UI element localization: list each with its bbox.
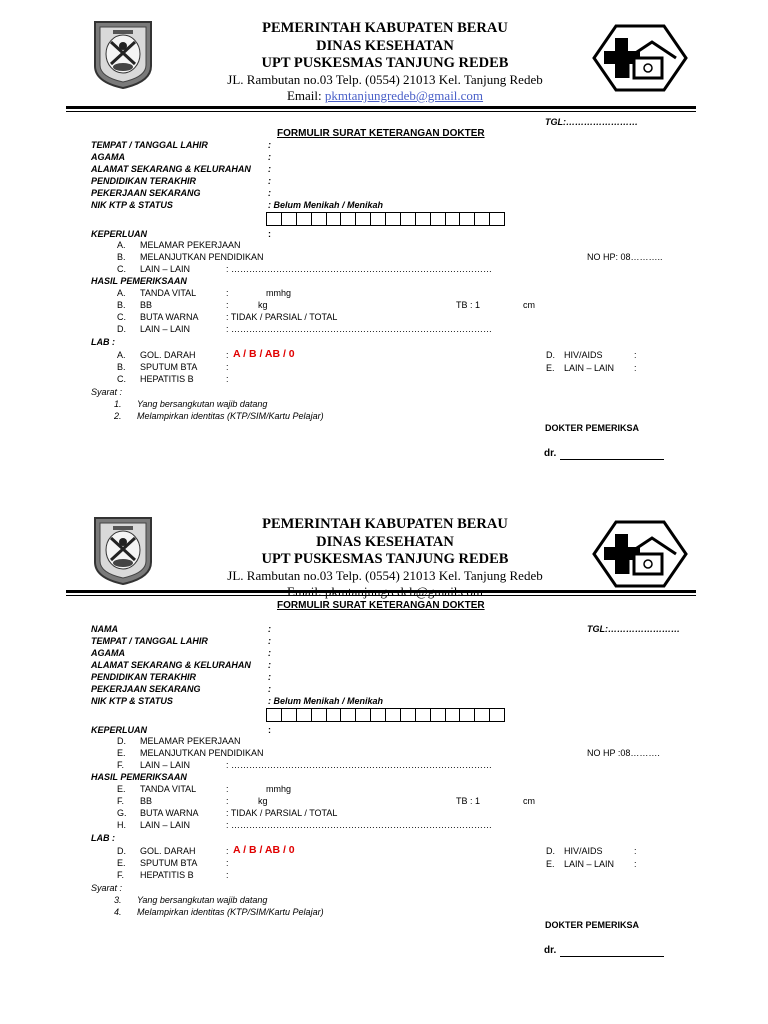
lab-letter-f: F. bbox=[117, 870, 125, 880]
hasil-tb-unit: cm bbox=[523, 300, 535, 310]
hasil-letter-c: C. bbox=[117, 312, 126, 322]
header-line-government: PEMERINTAH KABUPATEN BERAU bbox=[262, 20, 508, 36]
lab-other-colon[interactable]: : bbox=[634, 363, 637, 373]
keperluan-option-job[interactable]: MELAMAR PEKERJAAN bbox=[140, 240, 241, 250]
hasil-label: HASIL PEMERIKSAAN bbox=[91, 276, 187, 286]
doctor-signature-line[interactable] bbox=[560, 956, 664, 957]
keperluan-option-education[interactable]: MELANJUTKAN PENDIDIKAN bbox=[140, 252, 264, 262]
email-label: Email: bbox=[286, 88, 325, 103]
puskesmas-logo-icon bbox=[592, 520, 688, 588]
hasil-vital-label: TANDA VITAL bbox=[140, 784, 197, 794]
regency-emblem-icon bbox=[91, 18, 155, 90]
hasil-bb-colon: : bbox=[226, 300, 229, 310]
hasil-colorblind-options[interactable]: : TIDAK / PARSIAL / TOTAL bbox=[226, 808, 338, 818]
lab-letter-a: A. bbox=[117, 350, 126, 360]
hasil-colorblind-options[interactable]: : TIDAK / PARSIAL / TOTAL bbox=[226, 312, 338, 322]
phone-number-field[interactable]: NO HP: 08……….. bbox=[587, 252, 663, 262]
field-label-education: PENDIDIKAN TERAKHIR bbox=[91, 176, 197, 186]
lab-other-label: LAIN – LAIN bbox=[564, 363, 615, 373]
hasil-other-value[interactable]: : …………………………………………………………………………… bbox=[226, 324, 493, 334]
lab-label: LAB : bbox=[91, 337, 115, 347]
keperluan-option-job[interactable]: MELAMAR PEKERJAAN bbox=[140, 736, 241, 746]
hasil-bb-label: BB bbox=[140, 300, 153, 310]
field-value-name[interactable]: : bbox=[268, 624, 271, 634]
keperluan-option-education[interactable]: MELANJUTKAN PENDIDIKAN bbox=[140, 748, 264, 758]
syarat-item-2: Melampirkan identitas (KTP/SIM/Kartu Pelajar) bbox=[137, 411, 324, 421]
lab-hepatitis-colon[interactable]: : bbox=[226, 374, 229, 384]
field-value-education[interactable]: : bbox=[268, 672, 271, 682]
field-value-birth[interactable]: : bbox=[268, 140, 271, 150]
hasil-letter-d: D. bbox=[117, 324, 126, 334]
header-address: JL. Rambutan no.03 Telp. (0554) 21013 Kel. Tanjung Redeb bbox=[227, 72, 543, 87]
hasil-other-value[interactable]: : …………………………………………………………………………… bbox=[226, 820, 493, 830]
field-label-education: PENDIDIKAN TERAKHIR bbox=[91, 672, 197, 682]
header-address: JL. Rambutan no.03 Telp. (0554) 21013 Kel. Tanjung Redeb bbox=[227, 568, 543, 583]
field-value-marital[interactable]: : Belum Menikah / Menikah bbox=[268, 696, 384, 706]
lab-other-label: LAIN – LAIN bbox=[564, 859, 615, 869]
email-link[interactable]: pkmtanjungredeb@gmail.com bbox=[324, 88, 484, 103]
lab-label: LAB : bbox=[91, 833, 115, 843]
keperluan-option-other[interactable]: LAIN – LAIN bbox=[140, 760, 191, 770]
lab-blood-type-colon: : bbox=[226, 846, 229, 856]
hasil-other-label: LAIN – LAIN bbox=[140, 820, 191, 830]
field-label-birth: TEMPAT / TANGGAL LAHIR bbox=[91, 140, 208, 150]
hasil-tb-unit: cm bbox=[523, 796, 535, 806]
nik-digit-boxes[interactable] bbox=[266, 212, 505, 226]
field-label-name: NAMA bbox=[91, 624, 118, 634]
lab-right-letter-d: D. bbox=[546, 846, 555, 856]
hasil-vital-unit: mmhg bbox=[266, 784, 292, 794]
header-rule-thin bbox=[66, 595, 696, 596]
field-label-nik: NIK KTP & STATUS bbox=[91, 200, 173, 210]
syarat-item-3: Yang bersangkutan wajib datang bbox=[137, 895, 268, 905]
lab-letter-d: D. bbox=[117, 846, 126, 856]
lab-other-colon[interactable]: : bbox=[634, 859, 637, 869]
lab-sputum-label: SPUTUM BTA bbox=[140, 858, 198, 868]
hasil-colorblind-label: BUTA WARNA bbox=[140, 312, 199, 322]
hasil-vital-label: TANDA VITAL bbox=[140, 288, 197, 298]
hasil-letter-e: E. bbox=[117, 784, 126, 794]
lab-letter-e: E. bbox=[546, 363, 555, 373]
field-label-nik: NIK KTP & STATUS bbox=[91, 696, 173, 706]
syarat-label: Syarat : bbox=[91, 883, 123, 893]
syarat-num-2: 2. bbox=[114, 411, 122, 421]
hasil-bb-colon: : bbox=[226, 796, 229, 806]
keperluan-letter-c: C. bbox=[117, 264, 126, 274]
lab-hiv-colon[interactable]: : bbox=[634, 350, 637, 360]
form-title: FORMULIR SURAT KETERANGAN DOKTER bbox=[277, 600, 485, 611]
hasil-bb-unit: kg bbox=[258, 796, 268, 806]
header-line-puskesmas: UPT PUSKESMAS TANJUNG REDEB bbox=[261, 551, 509, 567]
header-line-department: DINAS KESEHATAN bbox=[316, 534, 454, 550]
keperluan-label: KEPERLUAN bbox=[91, 725, 148, 735]
lab-blood-type-label: GOL. DARAH bbox=[140, 350, 196, 360]
keperluan-letter-f: F. bbox=[117, 760, 125, 770]
hasil-letter-g: G. bbox=[117, 808, 127, 818]
field-value-education[interactable]: : bbox=[268, 176, 271, 186]
header-rule-thick bbox=[66, 590, 696, 593]
lab-sputum-colon[interactable]: : bbox=[226, 858, 229, 868]
hasil-letter-a: A. bbox=[117, 288, 126, 298]
hasil-letter-f: F. bbox=[117, 796, 125, 806]
hasil-vital-colon: : bbox=[226, 784, 229, 794]
field-label-occupation: PEKERJAAN SEKARANG bbox=[91, 188, 201, 198]
regency-emblem-icon bbox=[91, 514, 155, 586]
lab-blood-type-colon: : bbox=[226, 350, 229, 360]
field-value-occupation[interactable]: : bbox=[268, 188, 271, 198]
hasil-bb-unit: kg bbox=[258, 300, 268, 310]
hasil-tb-field[interactable]: TB : 1 bbox=[456, 796, 481, 806]
field-value-religion[interactable]: : bbox=[268, 152, 271, 162]
doctor-signature-prefix: dr. bbox=[544, 448, 557, 459]
keperluan-other-value[interactable]: : …………………………………………………………………………… bbox=[226, 264, 493, 274]
syarat-num-1: 1. bbox=[114, 399, 122, 409]
lab-hepatitis-label: HEPATITIS B bbox=[140, 374, 194, 384]
lab-hiv-label: HIV/AIDS bbox=[564, 350, 603, 360]
keperluan-option-other[interactable]: LAIN – LAIN bbox=[140, 264, 191, 274]
lab-sputum-label: SPUTUM BTA bbox=[140, 362, 198, 372]
lab-blood-type-options[interactable]: A / B / AB / 0 bbox=[233, 844, 295, 856]
field-label-address: ALAMAT SEKARANG & KELURAHAN bbox=[91, 660, 251, 670]
keperluan-label: KEPERLUAN bbox=[91, 229, 148, 239]
field-value-occupation[interactable]: : bbox=[268, 684, 271, 694]
field-value-address[interactable]: : bbox=[268, 660, 271, 670]
field-label-address: ALAMAT SEKARANG & KELURAHAN bbox=[91, 164, 251, 174]
field-value-marital[interactable]: : Belum Menikah / Menikah bbox=[268, 200, 384, 210]
field-label-occupation: PEKERJAAN SEKARANG bbox=[91, 684, 201, 694]
date-field[interactable]: TGL:…………………… bbox=[545, 117, 638, 127]
field-label-birth: TEMPAT / TANGGAL LAHIR bbox=[91, 636, 208, 646]
hasil-letter-h: H. bbox=[117, 820, 126, 830]
header-rule-thin bbox=[66, 111, 696, 112]
lab-hepatitis-label: HEPATITIS B bbox=[140, 870, 194, 880]
hasil-bb-label: BB bbox=[140, 796, 153, 806]
form-title: FORMULIR SURAT KETERANGAN DOKTER bbox=[277, 128, 485, 139]
hasil-vital-unit: mmhg bbox=[266, 288, 292, 298]
syarat-num-3: 3. bbox=[114, 895, 122, 905]
examining-doctor-label: DOKTER PEMERIKSA bbox=[545, 920, 640, 930]
lab-right-letter-e: E. bbox=[546, 859, 555, 869]
lab-blood-type-label: GOL. DARAH bbox=[140, 846, 196, 856]
hasil-other-label: LAIN – LAIN bbox=[140, 324, 191, 334]
header-rule-thick bbox=[66, 106, 696, 109]
header-line-department: DINAS KESEHATAN bbox=[316, 38, 454, 54]
lab-letter-b: B. bbox=[117, 362, 126, 372]
syarat-label: Syarat : bbox=[91, 387, 123, 397]
field-value-birth[interactable]: : bbox=[268, 636, 271, 646]
lab-hepatitis-colon[interactable]: : bbox=[226, 870, 229, 880]
form-sheet-1 bbox=[0, 0, 768, 497]
hasil-colorblind-label: BUTA WARNA bbox=[140, 808, 199, 818]
phone-number-field[interactable]: NO HP :08………. bbox=[587, 748, 660, 758]
lab-letter-d: D. bbox=[546, 350, 555, 360]
field-label-religion: AGAMA bbox=[91, 152, 125, 162]
keperluan-letter-a: A. bbox=[117, 240, 126, 250]
keperluan-colon: : bbox=[268, 229, 271, 239]
hasil-vital-colon: : bbox=[226, 288, 229, 298]
lab-hiv-label: HIV/AIDS bbox=[564, 846, 603, 856]
hasil-label: HASIL PEMERIKSAAN bbox=[91, 772, 187, 782]
doctor-signature-line[interactable] bbox=[560, 459, 664, 460]
puskesmas-logo-icon bbox=[592, 24, 688, 92]
nik-digit-boxes[interactable] bbox=[266, 708, 505, 722]
field-value-address[interactable]: : bbox=[268, 164, 271, 174]
lab-sputum-colon[interactable]: : bbox=[226, 362, 229, 372]
lab-letter-e: E. bbox=[117, 858, 126, 868]
form-sheet-2 bbox=[0, 496, 768, 993]
lab-letter-c: C. bbox=[117, 374, 126, 384]
field-value-religion[interactable]: : bbox=[268, 648, 271, 658]
lab-hiv-colon[interactable]: : bbox=[634, 846, 637, 856]
keperluan-letter-b: B. bbox=[117, 252, 126, 262]
hasil-tb-field[interactable]: TB : 1 bbox=[456, 300, 481, 310]
examining-doctor-label: DOKTER PEMERIKSA bbox=[545, 423, 640, 433]
hasil-letter-b: B. bbox=[117, 300, 126, 310]
field-label-religion: AGAMA bbox=[91, 648, 125, 658]
doctor-signature-prefix: dr. bbox=[544, 945, 557, 956]
keperluan-colon: : bbox=[268, 725, 271, 735]
keperluan-other-value[interactable]: : …………………………………………………………………………… bbox=[226, 760, 493, 770]
header-line-government: PEMERINTAH KABUPATEN BERAU bbox=[262, 516, 508, 532]
date-field[interactable]: TGL:…………………… bbox=[587, 624, 680, 634]
lab-blood-type-options[interactable]: A / B / AB / 0 bbox=[233, 348, 295, 360]
header-email-line bbox=[170, 88, 600, 104]
syarat-item-4: Melampirkan identitas (KTP/SIM/Kartu Pelajar) bbox=[137, 907, 324, 917]
syarat-num-4: 4. bbox=[114, 907, 122, 917]
keperluan-letter-d: D. bbox=[117, 736, 126, 746]
keperluan-letter-e: E. bbox=[117, 748, 126, 758]
header-line-puskesmas: UPT PUSKESMAS TANJUNG REDEB bbox=[261, 55, 509, 71]
syarat-item-1: Yang bersangkutan wajib datang bbox=[137, 399, 268, 409]
